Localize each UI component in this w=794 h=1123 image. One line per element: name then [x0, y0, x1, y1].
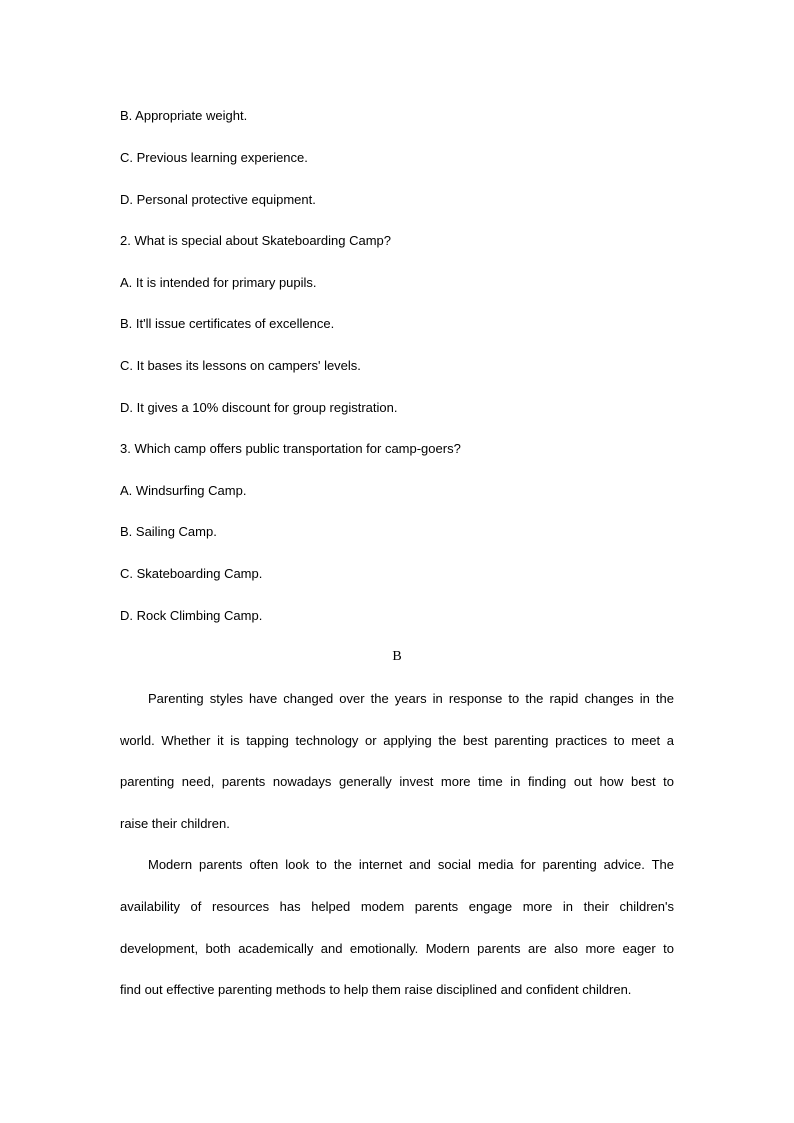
option-q2-b: B. It'll issue certificates of excellence.: [120, 316, 335, 331]
option-q3-a: A. Windsurfing Camp.: [120, 483, 247, 498]
paragraph-1-line: world. Whether it is tapping technology or applying the best parenting practices to meet a: [120, 733, 674, 748]
option-q1-b: B. Appropriate weight.: [120, 108, 248, 123]
question-3: 3. Which camp offers public transportation for camp-goers?: [120, 441, 461, 456]
option-q2-a: A. It is intended for primary pupils.: [120, 275, 317, 290]
paragraph-2-line: find out effective parenting methods to help them raise disciplined and confident children.: [120, 982, 632, 997]
option-q1-c: C. Previous learning experience.: [120, 150, 308, 165]
option-q3-b: B. Sailing Camp.: [120, 524, 217, 539]
paragraph-1-line: Parenting styles have changed over the years in response to the rapid changes in the: [148, 691, 674, 706]
paragraph-2-line: availability of resources has helped modem parents engage more in their children's: [120, 899, 674, 914]
option-q2-d: D. It gives a 10% discount for group registration.: [120, 400, 398, 415]
question-2: 2. What is special about Skateboarding Camp?: [120, 233, 391, 248]
paragraph-1-line: parenting need, parents nowadays generally invest more time in finding out how best to: [120, 774, 674, 789]
paragraph-2-line: development, both academically and emotionally. Modern parents are also more eager to: [120, 941, 674, 956]
option-q3-c: C. Skateboarding Camp.: [120, 566, 263, 581]
paragraph-1-line: raise their children.: [120, 816, 230, 831]
option-q3-d: D. Rock Climbing Camp.: [120, 608, 263, 623]
option-q2-c: C. It bases its lessons on campers' levels.: [120, 358, 361, 373]
section-heading: B: [392, 649, 402, 664]
option-q1-d: D. Personal protective equipment.: [120, 192, 316, 207]
paragraph-2-line: Modern parents often look to the internet and social media for parenting advice. The: [148, 857, 674, 872]
